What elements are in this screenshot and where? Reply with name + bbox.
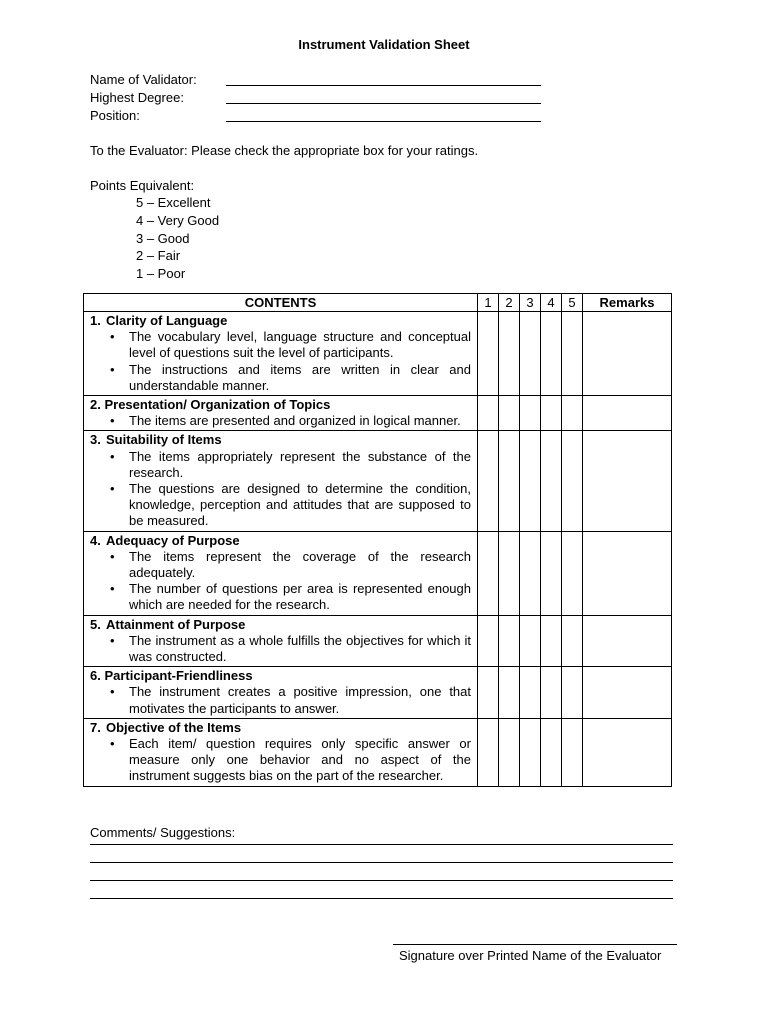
- remarks-cell[interactable]: [583, 431, 672, 531]
- table-row: [84, 396, 672, 431]
- validator-name-line[interactable]: [226, 85, 541, 86]
- criterion-bullet: • The items are presented and organized in logical manner.: [129, 413, 471, 429]
- rating-cell-2[interactable]: [499, 312, 520, 396]
- rating-cell-3[interactable]: [520, 667, 541, 719]
- table-row: [84, 431, 672, 531]
- criterion-title: 3. Suitability of Items: [90, 432, 222, 448]
- position-line[interactable]: [226, 121, 541, 122]
- criterion-title: 1. Clarity of Language: [90, 313, 228, 328]
- rating-cell-4[interactable]: [541, 615, 562, 667]
- rating-cell-3[interactable]: [520, 718, 541, 786]
- points-item: 5 – Excellent: [136, 195, 211, 210]
- table-row: [84, 312, 672, 396]
- criterion-cell: [84, 718, 478, 786]
- signature-label: Signature over Printed Name of the Evaluator: [399, 948, 662, 963]
- validator-name-label: Name of Validator:: [90, 72, 197, 87]
- signature-line[interactable]: [393, 944, 677, 945]
- rating-cell-1[interactable]: [478, 396, 499, 431]
- rating-header-4: 4: [541, 294, 562, 312]
- rating-cell-2[interactable]: [499, 396, 520, 431]
- position-label: Position:: [90, 108, 140, 123]
- criterion-bullet: • The questions are designed to determine the condition, knowledge, perception and attitudes that are supposed to be measured.: [129, 481, 471, 530]
- rating-cell-1[interactable]: [478, 531, 499, 615]
- table-row: [84, 531, 672, 615]
- remarks-cell[interactable]: [583, 667, 672, 719]
- rating-cell-4[interactable]: [541, 531, 562, 615]
- rating-header-1: 1: [478, 294, 499, 312]
- rating-cell-4[interactable]: [541, 667, 562, 719]
- criterion-cell: [84, 615, 478, 667]
- comment-line[interactable]: [90, 880, 673, 881]
- rating-cell-3[interactable]: [520, 615, 541, 667]
- criterion-title: 4. Adequacy of Purpose: [90, 532, 240, 548]
- points-item: 1 – Poor: [136, 266, 186, 282]
- rating-cell-5[interactable]: [562, 396, 583, 431]
- contents-header: CONTENTS: [84, 294, 478, 312]
- rating-table: [83, 293, 672, 787]
- highest-degree-label: Highest Degree:: [90, 90, 184, 105]
- table-header-row: [84, 294, 672, 312]
- criterion-title: 6. Participant-Friendliness: [90, 668, 253, 684]
- rating-cell-2[interactable]: [499, 718, 520, 786]
- comment-line[interactable]: [90, 844, 673, 845]
- criterion-cell: [84, 396, 478, 431]
- remarks-cell[interactable]: [583, 718, 672, 786]
- rating-cell-2[interactable]: [499, 531, 520, 615]
- criterion-bullet: • The vocabulary level, language structure and conceptual level of questions suit the level of participants.: [129, 329, 471, 361]
- points-heading: Points Equivalent:: [90, 178, 195, 193]
- rating-header-3: 3: [520, 294, 541, 312]
- rating-cell-2[interactable]: [499, 667, 520, 719]
- rating-cell-4[interactable]: [541, 431, 562, 531]
- highest-degree-line[interactable]: [226, 103, 541, 104]
- criterion-bullet: • The instrument creates a positive impression, one that motivates the participants to answer.: [129, 684, 471, 716]
- rating-cell-5[interactable]: [562, 431, 583, 531]
- criterion-bullet: • Each item/ question requires only specific answer or measure only one behavior and no aspect of the instrument suggests bias on the part of the researcher.: [129, 736, 471, 785]
- comment-line[interactable]: [90, 862, 673, 863]
- rating-cell-2[interactable]: [499, 431, 520, 531]
- criterion-title: 2. Presentation/ Organization of Topics: [90, 397, 331, 413]
- rating-cell-5[interactable]: [562, 312, 583, 396]
- table-row: [84, 615, 672, 667]
- rating-cell-5[interactable]: [562, 531, 583, 615]
- rating-cell-1[interactable]: [478, 312, 499, 396]
- rating-cell-4[interactable]: [541, 718, 562, 786]
- criterion-bullet: • The items appropriately represent the substance of the research.: [129, 449, 471, 481]
- evaluator-instruction: To the Evaluator: Please check the appropriate box for your ratings.: [90, 143, 479, 158]
- criterion-bullet: • The number of questions per area is represented enough which are needed for the research.: [129, 581, 471, 613]
- rating-header-2: 2: [499, 294, 520, 312]
- criterion-title: 5. Attainment of Purpose: [90, 616, 246, 632]
- rating-cell-3[interactable]: [520, 531, 541, 615]
- comment-line[interactable]: [90, 898, 673, 899]
- points-item: 4 – Very Good: [136, 212, 220, 228]
- rating-cell-5[interactable]: [562, 718, 583, 786]
- criterion-cell: [84, 531, 478, 615]
- remarks-cell[interactable]: [583, 396, 672, 431]
- criterion-cell: [84, 431, 478, 531]
- rating-cell-4[interactable]: [541, 312, 562, 396]
- table-row: [84, 667, 672, 719]
- criterion-title: 7. Objective of the Items: [90, 719, 242, 735]
- rating-cell-5[interactable]: [562, 667, 583, 719]
- criterion-cell: [84, 667, 478, 719]
- remarks-cell[interactable]: [583, 531, 672, 615]
- rating-cell-5[interactable]: [562, 615, 583, 667]
- criterion-bullet: • The items represent the coverage of the research adequately.: [129, 549, 471, 581]
- rating-header-5: 5: [562, 294, 583, 312]
- rating-cell-2[interactable]: [499, 615, 520, 667]
- document-title: Instrument Validation Sheet: [298, 37, 470, 52]
- criterion-cell: [84, 312, 478, 396]
- table-row: [84, 718, 672, 786]
- rating-cell-1[interactable]: [478, 615, 499, 667]
- rating-cell-1[interactable]: [478, 667, 499, 719]
- rating-cell-1[interactable]: [478, 718, 499, 786]
- remarks-header: Remarks: [583, 294, 672, 312]
- rating-cell-3[interactable]: [520, 312, 541, 396]
- criterion-bullet: • The instructions and items are written in clear and understandable manner.: [129, 362, 471, 394]
- points-item: 3 – Good: [136, 230, 190, 246]
- rating-cell-4[interactable]: [541, 396, 562, 431]
- rating-cell-3[interactable]: [520, 396, 541, 431]
- criterion-bullet: • The instrument as a whole fulfills the objectives for which it was constructed.: [129, 633, 471, 665]
- remarks-cell[interactable]: [583, 615, 672, 667]
- rating-cell-1[interactable]: [478, 431, 499, 531]
- points-list: [136, 194, 219, 283]
- comments-label: Comments/ Suggestions:: [90, 825, 236, 840]
- rating-cell-3[interactable]: [520, 431, 541, 531]
- points-item: 2 – Fair: [136, 248, 181, 264]
- remarks-cell[interactable]: [583, 312, 672, 396]
